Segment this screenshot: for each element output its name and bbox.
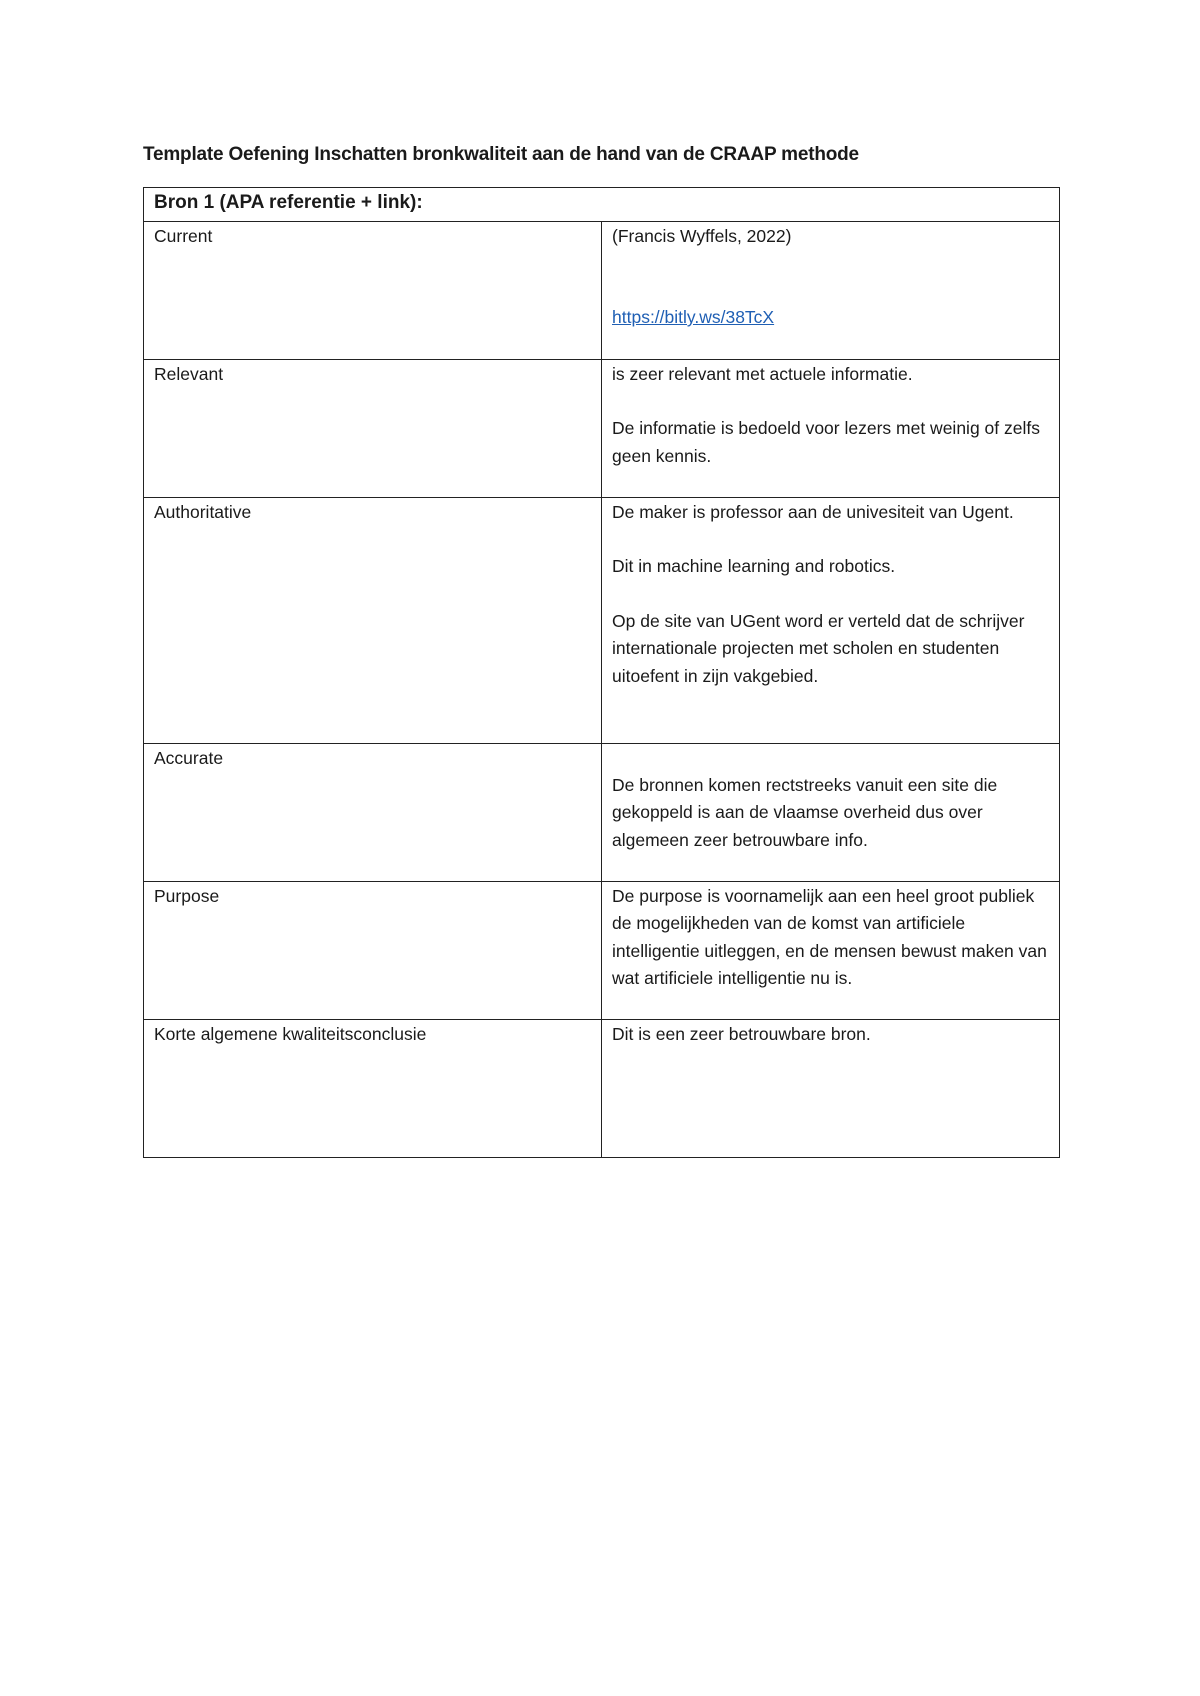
current-source-link[interactable]: https://bitly.ws/38TcX (612, 307, 775, 327)
authoritative-text-2: Dit in machine learning and robotics. (612, 556, 896, 576)
source-header-cell: Bron 1 (APA referentie + link): (144, 188, 1060, 222)
relevant-label: Relevant (144, 359, 602, 497)
relevant-text-1: is zeer relevant met actuele informatie. (612, 363, 913, 384)
table-row-relevant (144, 359, 1060, 497)
accurate-value-cell (602, 743, 1060, 881)
accurate-label: Accurate (144, 743, 602, 881)
craap-table (143, 187, 1060, 1158)
purpose-value-cell (602, 881, 1060, 1019)
relevant-value-cell (602, 359, 1060, 497)
authoritative-text-3: Op de site van UGent word er verteld dat de schrijver internationale projecten met scholen en studenten uitoefent in zijn vakgebied. (612, 610, 1025, 686)
relevant-text-2: De informatie is bedoeld voor lezers met weinig of zelfs geen kennis. (612, 418, 1040, 466)
conclusion-value-cell (602, 1019, 1060, 1157)
table-row-purpose (144, 881, 1060, 1019)
table-row-current (144, 221, 1060, 359)
document-title: Template Oefening Inschatten bronkwaliteit aan de hand van de CRAAP methode (143, 144, 859, 165)
conclusion-text-1: Dit is een zeer betrouwbare bron. (612, 1023, 871, 1044)
authoritative-value-cell (602, 497, 1060, 743)
authoritative-text-1: De maker is professor aan de univesiteit van Ugent. (612, 501, 1014, 522)
table-row-accurate (144, 743, 1060, 881)
current-label: Current (144, 221, 602, 359)
table-row-conclusion (144, 1019, 1060, 1157)
current-citation: (Francis Wyffels, 2022) (612, 225, 792, 246)
authoritative-label: Authoritative (144, 497, 602, 743)
purpose-text-1: De purpose is voornamelijk aan een heel groot publiek de mogelijkheden van de komst van artificiele intelligentie uitleggen, en de mensen bewust maken van wat artificiele intelligentie nu is. (612, 885, 1047, 988)
table-row-source-header (144, 188, 1060, 222)
conclusion-label: Korte algemene kwaliteitsconclusie (144, 1019, 602, 1157)
accurate-text-1: De bronnen komen rectstreeks vanuit een site die gekoppeld is aan de vlaamse overheid dus over algemeen zeer betrouwbare info. (612, 774, 998, 850)
current-value-cell (602, 221, 1060, 359)
table-row-authoritative (144, 497, 1060, 743)
purpose-label: Purpose (144, 881, 602, 1019)
